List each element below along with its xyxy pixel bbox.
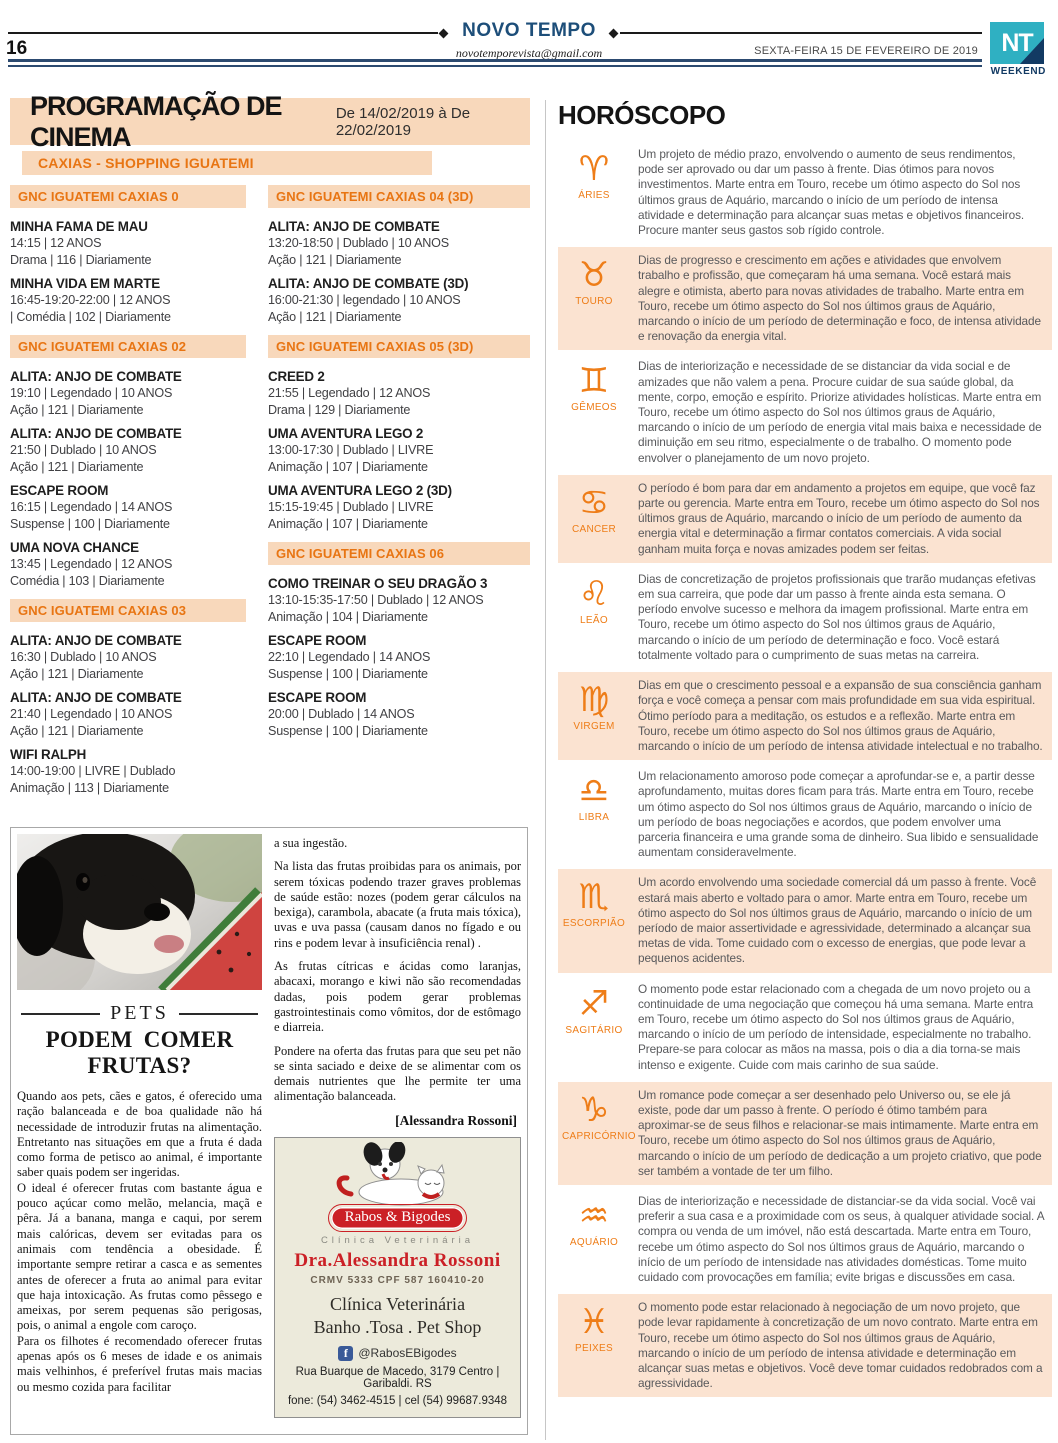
sign-name: SAGITÁRIO bbox=[565, 1024, 623, 1036]
article-paragraph: Quando aos pets, cães e gatos, é oferecido uma ração balanceada e de boa qualidade não há necessidade de introduzir frutas na alimentação. Entretanto nas situações em que a fruta é dada como forma de petisco ao animal, é importante saber quais podem ser ingeridas. bbox=[17, 1089, 262, 1180]
article-author: [Alessandra Rossoni] bbox=[395, 1112, 517, 1128]
horoscope-section bbox=[558, 98, 1052, 1400]
horoscope-sign-capricornio bbox=[558, 1082, 1052, 1185]
sign-name: LEÃO bbox=[580, 614, 608, 626]
horoscope-title: HORÓSCOPO bbox=[558, 100, 726, 130]
cinema-venue: CAXIAS - SHOPPING IGUATEMI bbox=[22, 151, 432, 175]
movie-title: CREED 2 bbox=[268, 369, 325, 384]
vet-clinic-ad bbox=[274, 1137, 521, 1418]
sagittarius-icon: ♐ bbox=[578, 983, 610, 1024]
article-title: PODEM COMER FRUTAS? bbox=[45, 1027, 234, 1078]
cinema-room-header: GNC IGUATEMI CAXIAS 04 (3D) bbox=[268, 185, 530, 208]
movie-title: ALITA: ANJO DE COMBATE bbox=[268, 219, 440, 234]
sign-text: Um projeto de médio prazo, envolvendo o aumento de seus rendimentos, pode ser aprovado ou dar um passo à frente. Dias ótimos para novos investimentos. Marte entra em Touro, recebe um ótimo aspecto do Sol nos últimos graus de Aquário, marcando o início de um período de intensa atividade e determinação para alcançar suas metas e objetivos financeiros. Procure manter seus gastos sob rígido controle. bbox=[638, 147, 1025, 238]
header-rule-left bbox=[8, 32, 438, 34]
horoscope-sign-libra bbox=[558, 763, 1052, 866]
movie-info: 16:00-21:30 | legendado | 10 ANOS bbox=[268, 293, 461, 307]
cinema-room-header: GNC IGUATEMI CAXIAS 06 bbox=[268, 542, 530, 565]
movie-info: 20:00 | Dublado | 14 ANOS bbox=[268, 707, 415, 721]
ad-service-line: Banho .Tosa . Pet Shop bbox=[313, 1316, 482, 1337]
movie-info: 15:15-19:45 | Dublado | LIVRE bbox=[268, 500, 434, 514]
sign-text: O momento pode estar relacionado com a chegada de um novo projeto ou a continuidade de uma negociação que começou há uma semana. Marte entra em Touro, recebe um ótimo aspecto do Sol nos últimos graus de Aquário, marcando o início de um período de intensidade, especialmente no trabalho. Prepare-se para colocar as mãos na massa, pois o dia a dia torna-se mais intenso e exigente. Cuide com mais carinho de sua saúde. bbox=[638, 981, 1034, 1072]
movie-title: ESCAPE ROOM bbox=[268, 690, 367, 705]
article-left-column bbox=[17, 834, 262, 1428]
movie-info: 13:20-18:50 | Dublado | 10 ANOS bbox=[268, 236, 449, 250]
libra-icon: ♎ bbox=[578, 771, 610, 812]
article-paragraph: As frutas cítricas e ácidas como laranjas, abacaxi, morango e kiwi não são recomendadas dadas, pois podem gerar problemas gastrointestinais como vômitos, dor de estômago e diarreia. bbox=[274, 959, 521, 1035]
sign-name: ESCORPIÃO bbox=[562, 918, 626, 930]
article-paragraph: Para os filhotes é recomendado oferecer frutas apenas após os 6 meses de idade e os animais mais velhinhos, é preferível frutas mais macias ou mesmo cozida para facilitar bbox=[17, 1333, 262, 1394]
kicker-rule bbox=[21, 1013, 100, 1015]
cinema-room-header: GNC IGUATEMI CAXIAS 03 bbox=[10, 599, 246, 622]
movie-listing bbox=[10, 482, 246, 532]
facebook-icon: f bbox=[338, 1346, 353, 1361]
movie-info: 14:15 | 12 ANOS bbox=[10, 236, 102, 250]
movie-listing bbox=[268, 218, 530, 268]
movie-title: ESCAPE ROOM bbox=[10, 483, 109, 498]
horoscope-sign-peixes bbox=[558, 1294, 1052, 1397]
movie-meta: Animação | 107 | Diariamente bbox=[268, 459, 428, 474]
movie-title: ALITA: ANJO DE COMBATE bbox=[10, 690, 182, 705]
sign-text: Dias de interiorização e necessidade de distanciar-se da vida social. Você vai preferir a sua casa e a proximidade com os seus, à qualquer atividade social. A compra ou venda de um imóvel, não está descartada. Marte entra em Touro, recebe um ótimo aspecto do Sol nos últimos graus de Aquário, marcando o início de um período de intensidade nas atividades domésticas. Tome muito cuidado com provocações em família; evite brigas e discussões em casa. bbox=[638, 1193, 1044, 1284]
article-right-column bbox=[274, 834, 521, 1428]
capricorn-icon: ♑ bbox=[578, 1089, 610, 1130]
movie-listing bbox=[268, 632, 530, 682]
movie-meta: Suspense | 100 | Diariamente bbox=[10, 516, 170, 531]
ad-address: Rua Buarque de Macedo, 3179 Centro | Garibaldi. RS bbox=[295, 1365, 500, 1390]
sign-name: GÊMEOS bbox=[571, 402, 617, 414]
movie-title: ALITA: ANJO DE COMBATE bbox=[10, 369, 182, 384]
movie-listing bbox=[10, 425, 246, 475]
movie-info: 21:50 | Dublado | 10 ANOS bbox=[10, 443, 157, 457]
horoscope-sign-virgem bbox=[558, 672, 1052, 760]
movie-title: ALITA: ANJO DE COMBATE bbox=[10, 633, 182, 648]
article-paragraph: O ideal é oferecer frutas com bastante água e pouco açúcar como melão, melancia, maçã e pêra. Já a banana, manga e caqui, por serem mais calóricas, devem ser evitadas para os animais com tendência a obesidade. É importante sempre retirar a casca e as sementes antes de oferecer a fruta ao animal para evitar que haja intoxicação. As frutas como pêssego e ameixas, por serem pequenas são perigosas, pois, o animal a engole com caroço. bbox=[17, 1180, 262, 1333]
movie-listing bbox=[268, 368, 530, 418]
ad-facebook-row bbox=[281, 1346, 514, 1361]
cinema-room-header: GNC IGUATEMI CAXIAS 0 bbox=[10, 185, 246, 208]
sign-name: AQUÁRIO bbox=[569, 1236, 619, 1248]
gemini-icon: ♊ bbox=[578, 361, 610, 402]
movie-info: 21:40 | Legendado | 10 ANOS bbox=[10, 707, 173, 721]
movie-title: ALITA: ANJO DE COMBATE bbox=[10, 426, 182, 441]
dog-and-cat-illustration bbox=[333, 1142, 463, 1208]
movie-info: 14:00-19:00 | LIVRE | Dublado bbox=[10, 764, 176, 778]
movie-listing bbox=[10, 632, 246, 682]
ad-brand-badge: Rabos & Bigodes bbox=[331, 1207, 465, 1229]
ad-facebook-handle: @RabosEBigodes bbox=[358, 1346, 457, 1361]
movie-meta: Suspense | 100 | Diariamente bbox=[268, 723, 428, 738]
header-rule-right bbox=[620, 32, 982, 34]
issue-date: SEXTA-FEIRA 15 DE FEVEREIRO DE 2019 bbox=[754, 45, 978, 57]
movie-info: 13:45 | Legendado | 12 ANOS bbox=[10, 557, 173, 571]
cinema-column-1 bbox=[10, 183, 246, 803]
sign-text: Um romance pode começar a ser desenhado pelo Universo ou, se ele já existe, pode dar um passo à frente. O período é ótimo também para aproximar-se de seus filhos e relacionar-se mais intimamente. Marte entra em Touro, recebe um ótimo aspecto do Sol nos últimos graus de Aquário, marcando o início de um período de dedicação a um projeto criativo, que pode ser também a vontade de ter um filho. bbox=[638, 1087, 1042, 1178]
horoscope-sign-aries bbox=[558, 141, 1052, 244]
dog-eating-watermelon-photo bbox=[17, 834, 262, 990]
ad-registry: CRMV 5333 CPF 587 160410-20 bbox=[310, 1274, 485, 1286]
movie-meta: Ação | 121 | Diariamente bbox=[268, 309, 402, 324]
sign-text: O período é bom para dar em andamento a projetos em equipe, que você faz parte ou gerencia. Marte entra em Touro, recebe um ótimo aspecto do Sol nos últimos graus de Aquário, marcando o início de um período de aumento da energia vital e determinação a firmar contatos comerciais. A vida social ganham muita força e novas amizades podem ser feitas. bbox=[638, 480, 1040, 556]
movie-title: UMA AVENTURA LEGO 2 bbox=[268, 426, 424, 441]
nt-weekend-logo bbox=[990, 22, 1046, 77]
sign-text: Dias em que o crescimento pessoal e a expansão de sua consciência ganham força e você começa a pensar com mais profundidade em sua vida espiritual. Ótimo período para a meditação, os estudos e a reflexão. Marte entra em Touro, recebe um ótimo aspecto do Sol nos últimos graus de Aquário, marcando o início de um período de intensa atividade intelectual e no trabalho. bbox=[638, 678, 1043, 753]
movie-listing bbox=[268, 575, 530, 625]
ad-phones: fone: (54) 3462-4515 | cel (54) 99687.9348 bbox=[287, 1394, 508, 1407]
movie-meta: Drama | 116 | Diariamente bbox=[10, 252, 152, 267]
pisces-icon: ♓ bbox=[578, 1302, 610, 1343]
scorpio-icon: ♏ bbox=[578, 877, 610, 918]
movie-meta: Ação | 121 | Diariamente bbox=[10, 666, 144, 681]
sign-text: Dias de interiorização e necessidade de se distanciar da vida social e de amizades que não valem a pena. Procure cuidar de sua saúde global, da mente, corpo, emoção e espírito. Priorize atividades holísticas. Marte entra em Touro, recebe um ótimo aspecto do Sol nos últimos graus de Aquário, marcando o início de um período de energia vital mais baixa e necessidade de diminuição em seu ritmo, especialmente o de trabalho. O momento pode envolver o planejamento de um novo projeto. bbox=[638, 359, 1042, 465]
movie-title: COMO TREINAR O SEU DRAGÃO 3 bbox=[268, 576, 488, 591]
ad-tagline: Clínica Veterinária bbox=[320, 1234, 475, 1246]
article-body-left bbox=[17, 1089, 262, 1395]
movie-meta: Ação | 121 | Diariamente bbox=[10, 723, 144, 738]
kicker-rule bbox=[179, 1013, 258, 1015]
movie-listing bbox=[268, 425, 530, 475]
page-number: 16 bbox=[6, 38, 28, 59]
sign-name: VIRGEM bbox=[573, 721, 615, 733]
sign-text: Um acordo envolvendo uma sociedade comercial dá um passo à frente. Você estará mais aberto e voltado para o amor. Marte entra em Touro, recebe um ótimo aspecto do Sol nos últimos graus de Aquário, marcando o início de um período de maior assertividade e agressividade, determinado a alcançar sua metas de vida. Tome cuidado com o excesso de energias, que pode levar a pequenos acidentes. bbox=[638, 875, 1037, 966]
cinema-title: PROGRAMAÇÃO DE CINEMA bbox=[30, 90, 282, 152]
horoscope-sign-cancer bbox=[558, 475, 1052, 563]
virgo-icon: ♍ bbox=[578, 680, 610, 721]
movie-listing bbox=[268, 482, 530, 532]
movie-info: 21:55 | Legendado | 12 ANOS bbox=[268, 386, 431, 400]
movie-listing bbox=[10, 746, 246, 796]
cinema-header-bar bbox=[10, 90, 530, 152]
movie-title: UMA AVENTURA LEGO 2 (3D) bbox=[268, 483, 452, 498]
movie-meta: Animação | 113 | Diariamente bbox=[10, 780, 169, 795]
movie-title: UMA NOVA CHANCE bbox=[10, 540, 139, 555]
cinema-room-header: GNC IGUATEMI CAXIAS 05 (3D) bbox=[268, 335, 530, 358]
pets-article bbox=[10, 827, 528, 1435]
movie-title: MINHA FAMA DE MAU bbox=[10, 219, 148, 234]
movie-info: 19:10 | Legendado | 10 ANOS bbox=[10, 386, 173, 400]
article-paragraph: Na lista das frutas proibidas para os animais, por serem tóxicas podendo trazer graves problemas de saúde estão: nozes (podem gerar cálculos na bexiga), carambola, abacate (a fruta mais tóxica), uvas e uva passa (causam danos no fígado e ou rins e podem levar à insuficiência renal) . bbox=[274, 859, 521, 950]
aries-icon: ♈ bbox=[578, 149, 610, 189]
article-kicker: PETS bbox=[110, 1002, 169, 1024]
movie-meta: Comédia | 103 | Diariamente bbox=[10, 573, 165, 588]
horoscope-sign-sagitario bbox=[558, 976, 1052, 1079]
movie-meta: Ação | 121 | Diariamente bbox=[10, 459, 144, 474]
masthead-email: novotemporevista@gmail.com bbox=[455, 46, 603, 60]
article-paragraph: a sua ingestão. bbox=[274, 836, 348, 850]
cinema-column-2 bbox=[268, 183, 530, 803]
movie-listing bbox=[268, 689, 530, 739]
nt-logo-square bbox=[990, 22, 1044, 64]
movie-info: 13:00-17:30 | Dublado | LIVRE bbox=[268, 443, 434, 457]
sign-name: ÁRIES bbox=[578, 190, 610, 201]
movie-meta: Animação | 107 | Diariamente bbox=[268, 516, 428, 531]
cinema-room-header: GNC IGUATEMI CAXIAS 02 bbox=[10, 335, 246, 358]
sign-text: Um relacionamento amoroso pode começar a aprofundar-se e, a partir desse aprofundamento, muitas dores ficam para trás. Marte entra em Touro, recebe um ótimo aspecto do Sol nos últimos graus de Aquário, marcando o início de um período de boas negociações e acordos, que podem envolver uma parceria financeira e uma grande soma de dinheiro. Sua libido e sensualidade aumentam consideravelmente. bbox=[638, 769, 1039, 860]
sign-name: LIBRA bbox=[578, 812, 610, 824]
horoscope-sign-aquario bbox=[558, 1188, 1052, 1291]
movie-meta: Animação | 104 | Diariamente bbox=[268, 609, 428, 624]
horoscope-sign-escorpiao bbox=[558, 869, 1052, 972]
movie-title: MINHA VIDA EM MARTE bbox=[10, 276, 160, 291]
horoscope-sign-touro bbox=[558, 247, 1052, 350]
movie-title: ALITA: ANJO DE COMBATE (3D) bbox=[268, 276, 469, 291]
movie-listing bbox=[10, 368, 246, 418]
horoscope-sign-gemeos bbox=[558, 353, 1052, 471]
sign-name: TOURO bbox=[575, 296, 613, 308]
cinema-section bbox=[10, 90, 530, 803]
article-paragraph: Pondere na oferta das frutas para que seu pet não se sinta saciado e deixe de se alimentar com os demais nutrientes que lhe permite ter uma alimentação balanceada. bbox=[274, 1043, 521, 1104]
movie-listing bbox=[10, 539, 246, 589]
sign-name: CANCER bbox=[571, 523, 617, 535]
cancer-icon: ♋ bbox=[578, 482, 610, 523]
sign-text: Dias de progresso e crescimento em ações e atividades que envolvem trabalho e profissão, que começaram há uma semana. Você estará mais alegre e otimista, aberto para novas atividades de trabalho. Marte entra em Touro, recebe um ótimo aspecto do Sol nos últimos graus de Aquário, marcando o início de um período de determinação e foco, de intensa atividade e renovação da energia vital. bbox=[638, 253, 1041, 344]
movie-meta: | Comédia | 102 | Diariamente bbox=[10, 309, 171, 324]
sign-text: Dias de concretização de projetos profissionais que trarão mudanças efetivas em sua carreira, que pode dar um passo à frente ainda esta semana. O período envolve sucesso e melhora da imagem profissional. Marte entra em Touro, recebe um ótimo aspecto do Sol nos últimos graus de Aquário, marcando o início de um período de determinação e foco. Você estará totalmente voltado para o cumprimento de suas metas na carreira. bbox=[638, 571, 1036, 662]
column-divider bbox=[545, 100, 546, 1440]
header-double-rule bbox=[8, 59, 982, 67]
movie-meta: Ação | 121 | Diariamente bbox=[10, 402, 144, 417]
leo-icon: ♌ bbox=[578, 573, 610, 614]
taurus-icon: ♉ bbox=[578, 255, 610, 296]
ad-service-line: Clínica Veterinária bbox=[329, 1293, 466, 1314]
cinema-date-range: De 14/02/2019 à De 22/02/2019 bbox=[335, 104, 471, 139]
sign-name: PEIXES bbox=[575, 1343, 613, 1355]
nt-logo-initials: NT bbox=[1001, 28, 1033, 57]
movie-meta: Ação | 121 | Diariamente bbox=[268, 252, 402, 267]
movie-info: 16:45-19:20-22:00 | 12 ANOS bbox=[10, 293, 171, 307]
movie-listing bbox=[10, 275, 246, 325]
article-kicker-row bbox=[21, 1002, 258, 1025]
movie-meta: Suspense | 100 | Diariamente bbox=[268, 666, 428, 681]
movie-title: ESCAPE ROOM bbox=[268, 633, 367, 648]
movie-listing bbox=[10, 689, 246, 739]
sign-text: O momento pode estar relacionado à negociação de um novo projeto, que pode levar rapidamente à concretização de um novo contrato. Marte entra em Touro, recebe um ótimo aspecto do Sol nos últimos graus de Aquário, marcando o início de um período de intensa atividade e determinação em alcançar suas metas e objetivos. Você deve tomar cuidados redobrados com a agressividade. bbox=[638, 1300, 1043, 1391]
movie-info: 16:30 | Dublado | 10 ANOS bbox=[10, 650, 157, 664]
movie-info: 22:10 | Legendado | 14 ANOS bbox=[268, 650, 431, 664]
nt-logo-label: WEEKEND bbox=[990, 66, 1046, 77]
masthead-title: NOVO TEMPO bbox=[462, 20, 596, 41]
movie-listing bbox=[268, 275, 530, 325]
sign-name: CAPRICÓRNIO bbox=[562, 1130, 636, 1142]
ad-doctor-name: Dra.Alessandra Rossoni bbox=[294, 1249, 501, 1271]
horoscope-sign-leao bbox=[558, 566, 1052, 669]
movie-info: 13:10-15:35-17:50 | Dublado | 12 ANOS bbox=[268, 593, 484, 607]
movie-listing bbox=[10, 218, 246, 268]
movie-meta: Drama | 129 | Diariamente bbox=[268, 402, 411, 417]
movie-info: 16:15 | Legendado | 14 ANOS bbox=[10, 500, 173, 514]
aquarius-icon: ♒ bbox=[578, 1195, 610, 1236]
movie-title: WIFI RALPH bbox=[10, 747, 87, 762]
